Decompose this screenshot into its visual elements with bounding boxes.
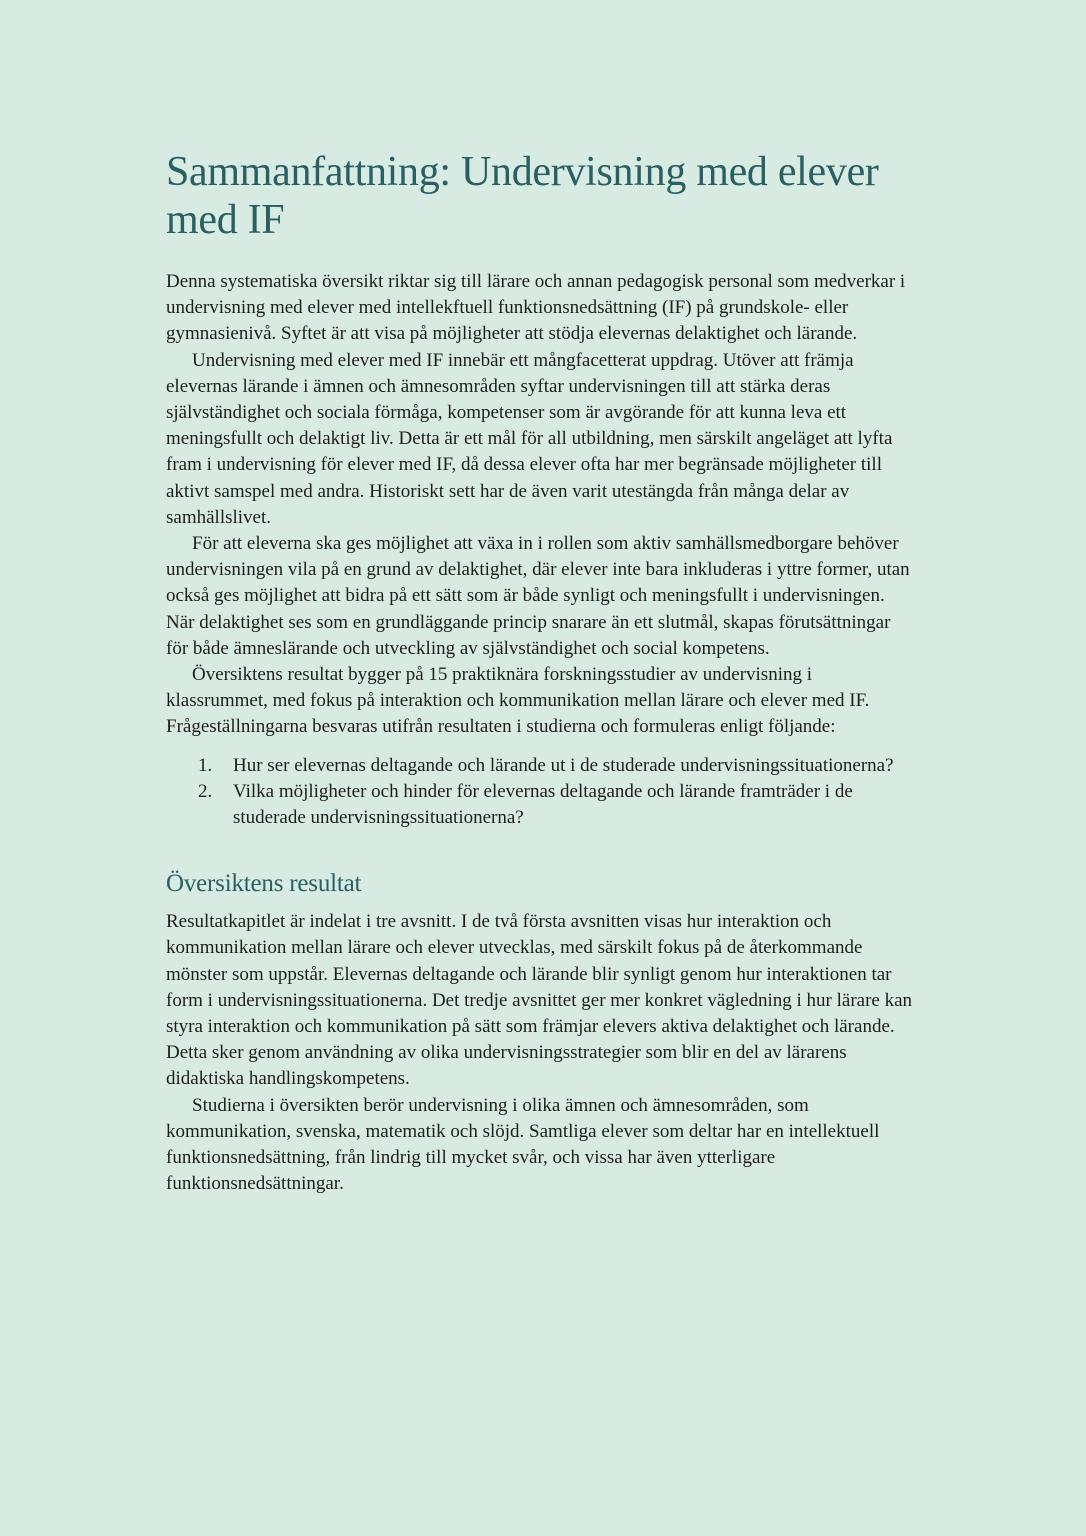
section-heading: Översiktens resultat [166, 870, 362, 898]
research-questions-list [166, 753, 916, 832]
list-item-text: Vilka möjligheter och hinder för elevernas deltagande och lärande framträder i de studerade undervisningssituationerna? [233, 780, 853, 829]
results-paragraph-2: Studierna i översikten berör undervisning i olika ämnen och ämnesområden, som kommunikation, svenska, matematik och slöjd. Samtliga elever som deltar har en intellektuell funktionsnedsättning, från lindrig till mycket svår, och vissa har även ytterligare funktionsnedsättningar. [166, 1094, 880, 1195]
list-item-number: 1. [198, 754, 213, 776]
document-title: Sammanfattning: Undervisning med elever med IF [166, 149, 879, 243]
list-item [166, 779, 916, 831]
intro-paragraph-1: Denna systematiska översikt riktar sig till lärare och annan pedagogisk personal som medverkar i undervisning med elever med intellekftuell funktionsnedsättning (IF) på grundskole- eller gymnasienivå. Syftet är att visa på möjligheter att stödja elevernas delaktighet och lärande. [166, 271, 906, 345]
list-item-text: Hur ser elevernas deltagande och lärande ut i de studerade undervisningssituationerna? [233, 754, 894, 776]
results-section [166, 909, 916, 1197]
intro-paragraph-4: Översiktens resultat bygger på 15 praktiknära forskningsstudier av undervisning i klassrummet, med fokus på interaktion och kommunikation mellan lärare och elever med IF. Frågeställningarna besvaras utifrån resultaten i studierna och formuleras enligt följande: [166, 664, 870, 738]
results-paragraph-1: Resultatkapitlet är indelat i tre avsnitt. I de två första avsnitten visas hur interaktion och kommunikation mellan lärare och elever utvecklas, med särskilt fokus på de återkommande mönster som uppstår. Elevernas deltagande och lärande blir synligt genom hur interaktionen tar form i undervisningssituationerna. Det tredje avsnittet ger mer konkret vägledning i hur lärare kan styra interaktion och kommunikation på sätt som främjar elevers aktiva delaktighet och lärande. Detta sker genom användning av olika undervisningsstrategier som blir en del av lärarens didaktiska handlingskompetens. [166, 911, 913, 1090]
list-item [166, 753, 916, 779]
intro-paragraph-3: För att eleverna ska ges möjlighet att växa in i rollen som aktiv samhällsmedborgare behöver undervisningen vila på en grund av delaktighet, där elever inte bara inkluderas i yttre former, utan också ges möjlighet att bidra på ett sätt som är både synligt och meningsfullt i undervisningen. När delaktighet ses som en grundläggande princip snarare än ett slutmål, skapas förutsättningar för både ämneslärande och utveckling av självständighet och social kompetens. [166, 533, 910, 659]
list-item-number: 2. [198, 780, 213, 802]
intro-paragraph-2: Undervisning med elever med IF innebär ett mångfacetterat uppdrag. Utöver att främja elevernas lärande i ämnen och ämnesområden syftar undervisningen till att stärka deras självständighet och sociala förmåga, kompetenser som är avgörande för att kunna leva ett meningsfullt och delaktigt liv. Detta är ett mål för all utbildning, men särskilt angeläget att lyfta fram i undervisning för elever med IF, då dessa elever ofta har mer begränsade möjligheter till aktivt samspel med andra. Historiskt sett har de även varit utestängda från många delar av samhällslivet. [166, 349, 893, 528]
document-page [166, 148, 916, 1198]
intro-section [166, 269, 916, 741]
